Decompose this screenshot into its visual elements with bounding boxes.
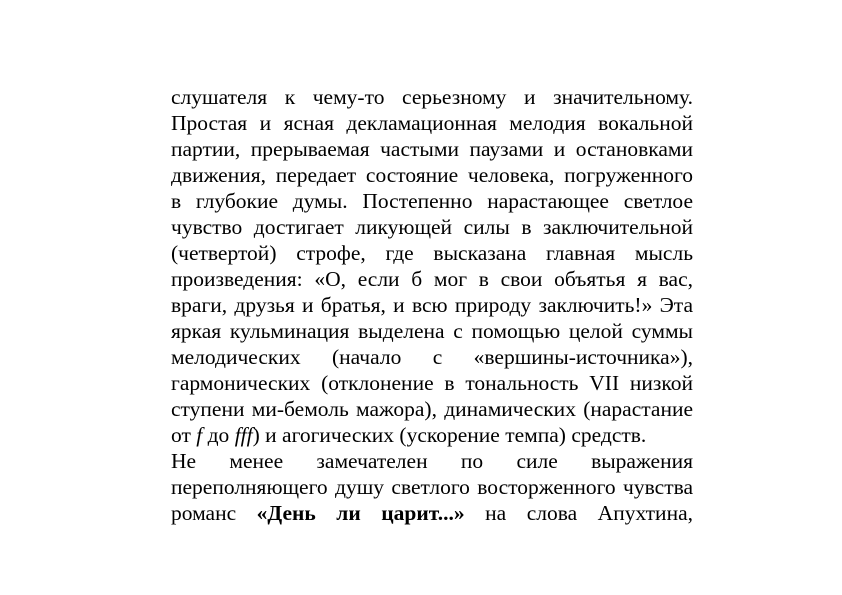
text-line: слушателя к чему-то серьезному и значительному. bbox=[171, 85, 693, 109]
text-line: движения, передает состояние человека, погруженного bbox=[171, 163, 693, 187]
text-line: произведения: «О, если б мог в свои объятья я вас, bbox=[171, 267, 693, 291]
line-suffix: ) и агогических (ускорение темпа) средств. bbox=[252, 423, 647, 447]
paragraph-1 bbox=[171, 84, 693, 448]
text-line: ступени ми-бемоль мажора), динамических (нарастание bbox=[171, 397, 693, 421]
text-line: Простая и ясная декламационная мелодия вокальной bbox=[171, 111, 693, 135]
text-line: партии, прерываемая частыми паузами и остановками bbox=[171, 137, 693, 161]
text-line-last bbox=[171, 422, 693, 448]
line-prefix: романс bbox=[171, 501, 257, 525]
dynamic-marking-f: f bbox=[196, 423, 203, 447]
text-line-last bbox=[171, 500, 693, 526]
paragraph-2 bbox=[171, 448, 693, 526]
text-line: мелодических (начало с «вершины-источника»), bbox=[171, 345, 693, 369]
romance-title: «День ли царит...» bbox=[256, 501, 465, 525]
dynamic-marking-fff: fff bbox=[234, 423, 253, 447]
text-line: в глубокие думы. Постепенно нарастающее светлое bbox=[171, 189, 693, 213]
text-line: (четвертой) строфе, где высказана главная мысль bbox=[171, 241, 693, 265]
text-line: яркая кульминация выделена с помощью целой суммы bbox=[171, 319, 693, 343]
body-text bbox=[171, 84, 693, 526]
line-mid: до bbox=[202, 423, 235, 447]
text-line: гармонических (отклонение в тональность VII низкой bbox=[171, 371, 693, 395]
text-line: чувство достигает ликующей силы в заключительной bbox=[171, 215, 693, 239]
text-line: враги, друзья и братья, и всю природу заключить!» Эта bbox=[171, 293, 693, 317]
text-line: переполняющего душу светлого восторженного чувства bbox=[171, 475, 693, 499]
line-suffix: на слова Апухтина, bbox=[464, 501, 693, 525]
text-line: Не менее замечателен по силе выражения bbox=[171, 449, 693, 473]
line-prefix: от bbox=[171, 423, 197, 447]
